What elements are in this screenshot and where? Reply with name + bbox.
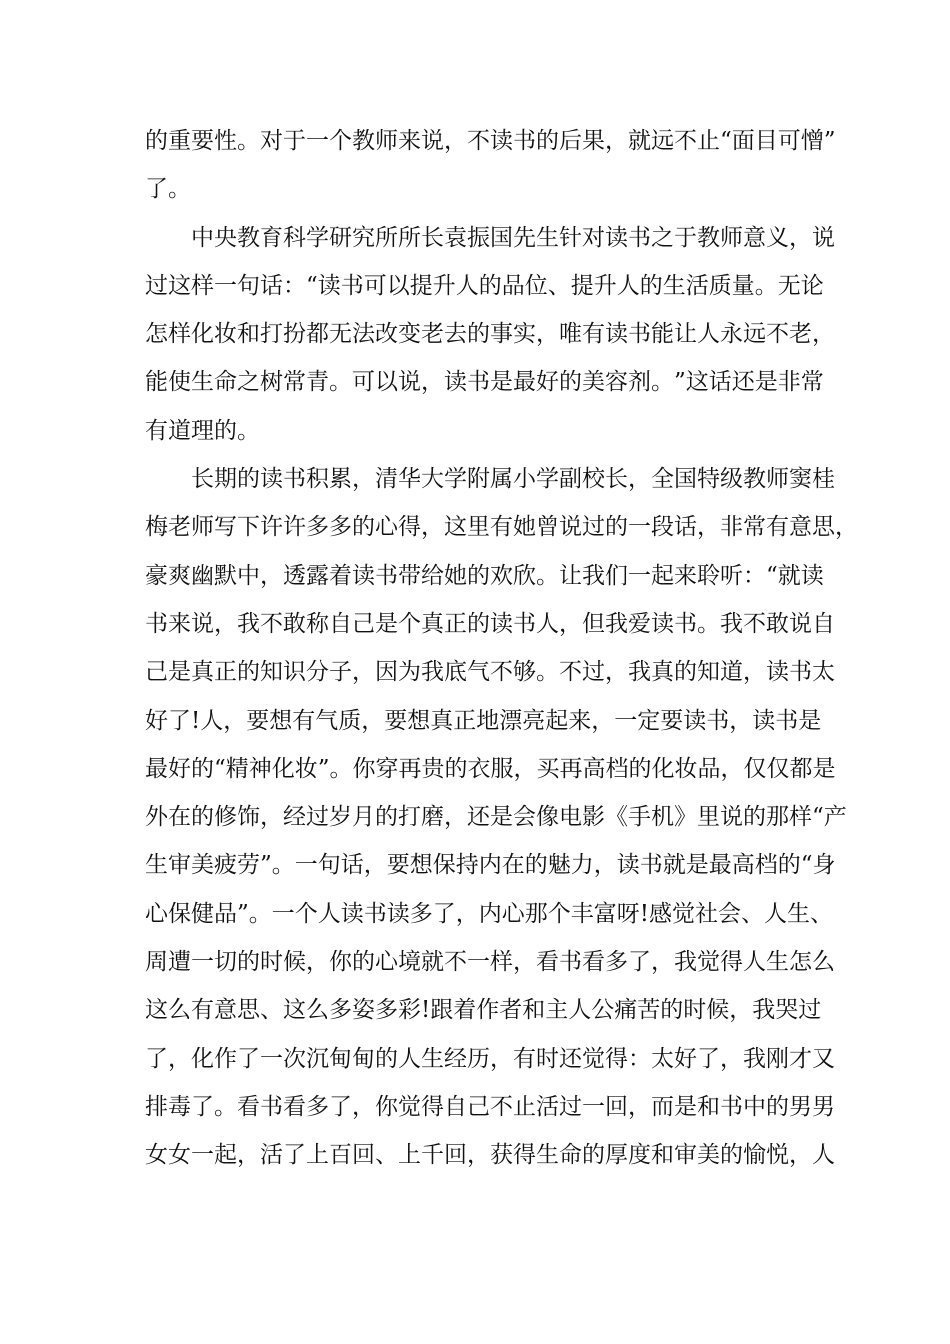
text-line: 过 这 样 一 句 话 ： “ 读 书 可 以 提 升 人 的 品 位 、 提 升 人 的 生 活 质 量 。 无 论 (145, 272, 824, 299)
text-line: 女 女 一 起 ， 活 了 上 百 回 、 上 千 回 ， 获 得 生 命 的 厚 度 和 审 美 的 愉 悦 ， 人 (145, 1142, 835, 1169)
text-line: 的 重 要 性 。 对 于 一 个 教 师 来 说 ， 不 读 书 的 后 果 ， 就 远 不 止 “ 面 目 可 憎 ” (145, 128, 836, 154)
text-line: 外 在 的 修 饰 ， 经 过 岁 月 的 打 磨 ， 还 是 会 像 电 影 《 手 机 》 里 说 的 那 样 “ 产 (145, 804, 847, 831)
text-line: 己 是 真 正 的 知 识 分 子 ， 因 为 我 底 气 不 够 。 不 过 ， 我 真 的 知 道 ， 读 书 太 (145, 659, 835, 686)
text-line: 这 么 有 意 思 、 这 么 多 姿 多 彩 ! 跟 着 作 者 和 主 人 公 痛 苦 的 时 候 ， 我 哭 过 (145, 997, 822, 1024)
text-line: 了。 (145, 176, 191, 203)
text-line: 心 保 健 品 ” 。 一 个 人 读 书 读 多 了 ， 内 心 那 个 丰 富 呀 ! 感 觉 社 会 、 人 生 、 (145, 900, 834, 927)
text-line: 梅 老 师 写 下 许 许 多 多 的 心 得 ， 这 里 有 她 曾 说 过 的 一 段 话 ， 非 常 有 意 思 ， (145, 514, 858, 541)
text-line: 周 遭 一 切 的 时 候 ， 你 的 心 境 就 不 一 样 ， 看 书 看 多 了 ， 我 觉 得 人 生 怎 么 (145, 949, 835, 976)
text-line: 长 期 的 读 书 积 累 ， 清 华 大 学 附 属 小 学 副 校 长 ， 全 国 特 级 教 师 窦 桂 (191, 466, 835, 493)
text-line: 有道理的。 (145, 417, 260, 444)
text-line: 排 毒 了 。 看 书 看 多 了 ， 你 觉 得 自 己 不 止 活 过 一 回 ， 而 是 和 书 中 的 男 男 (145, 1093, 835, 1120)
text-line: 能 使 生 命 之 树 常 青 。 可 以 说 ， 读 书 是 最 好 的 美 容 剂 。 ” 这 话 还 是 非 常 (145, 369, 824, 396)
text-line: 中 央 教 育 科 学 研 究 所 所 长 袁 振 国 先 生 针 对 读 书 之 于 教 师 意 义 ， 说 (191, 224, 835, 251)
text-line: 书 来 说 ， 我 不 敢 称 自 己 是 个 真 正 的 读 书 人 ， 但 我 爱 读 书 。 我 不 敢 说 自 (145, 610, 835, 637)
text-line: 了 ， 化 作 了 一 次 沉 甸 甸 的 人 生 经 历 ， 有 时 还 觉 得 ： 太 好 了 ， 我 刚 才 又 (145, 1045, 835, 1072)
text-line: 怎 样 化 妆 和 打 扮 都 无 法 改 变 老 去 的 事 实 ， 唯 有 读 书 能 让 人 永 远 不 老 ， (145, 321, 835, 348)
text-line: 好 了 ! 人 ， 要 想 有 气 质 ， 要 想 真 正 地 漂 亮 起 来 ， 一 定 要 读 书 ， 读 书 是 (145, 707, 822, 734)
text-line: 豪 爽 幽 默 中 ， 透 露 着 读 书 带 给 她 的 欢 欣 。 让 我 们 一 起 来 聆 听 ： “ 就 读 (145, 562, 824, 589)
body-text (145, 117, 858, 1180)
text-line: 生 审 美 疲 劳 ” 。 一 句 话 ， 要 想 保 持 内 在 的 魅 力 ， 读 书 就 是 最 高 档 的 “ 身 (145, 852, 836, 879)
text-line: 最 好 的 “ 精 神 化 妆 ” 。 你 穿 再 贵 的 衣 服 ， 买 再 高 档 的 化 妆 品 ， 仅 仅 都 是 (145, 755, 836, 782)
